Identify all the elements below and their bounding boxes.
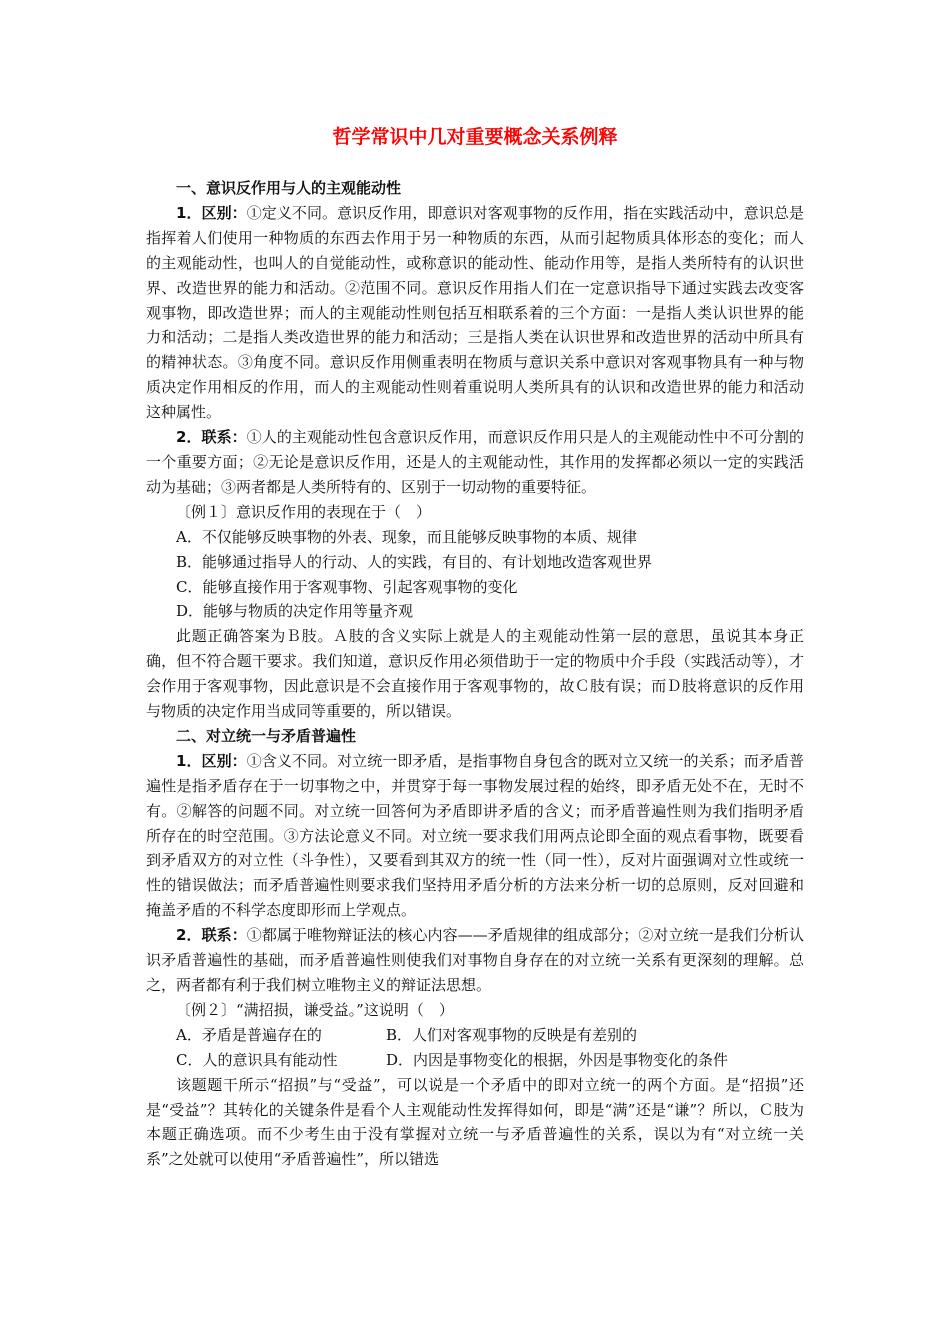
difference-label: 1．区别： xyxy=(176,751,247,770)
example-1-option-b: B．能够通过指导人的行动、人的实践，有目的、有计划地改造客观世界 xyxy=(176,552,653,571)
example-2-options-row-2 xyxy=(146,1048,804,1073)
example-2-option-c: C．人的意识具有能动性 xyxy=(176,1050,338,1069)
example-1-question: 〔例１〕意识反作用的表现在于（ ） xyxy=(176,502,432,521)
connection-text: ①人的主观能动性包含意识反作用，而意识反作用只是人的主观能动性中不可分割的一个重要方面；②无论是意识反作用，还是人的主观能动性，其作用的发挥都必须以一定的实践活动为基础；③两者都是人类所特有的、区别于一切动物的重要特征。 xyxy=(146,428,804,496)
section-1-difference xyxy=(146,201,804,425)
document-title: 哲学常识中几对重要概念关系例释 xyxy=(332,126,618,148)
example-2-question: 〔例２〕“满招损，谦受益。”这说明（ ） xyxy=(176,1000,454,1019)
section-1-heading: 一、意识反作用与人的主观能动性 xyxy=(176,179,402,197)
example-1-option-d: D．能够与物质的决定作用等量齐观 xyxy=(176,602,414,621)
document-page xyxy=(146,122,804,1172)
example-2-options-row-1 xyxy=(146,1023,804,1048)
section-2-connection xyxy=(146,923,804,998)
example-2-option-d: D．内因是事物变化的根据，外因是事物变化的条件 xyxy=(386,1050,729,1069)
example-1-option-a: A．不仅能够反映事物的外表、现象，而且能够反映事物的本质、规律 xyxy=(176,527,637,546)
difference-label: 1．区别： xyxy=(176,203,247,222)
connection-label: 2．联系： xyxy=(176,428,247,447)
example-1-option-c: C．能够直接作用于客观事物、引起客观事物的变化 xyxy=(176,577,518,596)
section-2-difference xyxy=(146,749,804,923)
section-1-connection xyxy=(146,425,804,500)
example-1-analysis: 此题正确答案为Ｂ肢。Ａ肢的含义实际上就是人的主观能动性第一层的意思，虽说其本身正确，但不符合题干要求。我们知道，意识反作用必须借助于一定的物质中介手段（实践活动等），才会作用于客观事物，因此意识是不会直接作用于客观事物的，故Ｃ肢有误；而Ｄ肢将意识的反作用与物质的决定作用当成同等重要的，所以错误。 xyxy=(146,627,804,721)
example-2-option-b: B．人们对客观事物的反映是有差别的 xyxy=(386,1025,638,1044)
example-2-option-a: A．矛盾是普遍存在的 xyxy=(176,1025,322,1044)
section-1 xyxy=(146,176,804,724)
connection-label: 2．联系： xyxy=(176,926,247,945)
example-2-analysis: 该题题干所示“招损”与“受益”，可以说是一个矛盾中的即对立统一的两个方面。是“招损”还是“受益”？其转化的关键条件是看个人主观能动性发挥得如何，即是“满”还是“谦”？所以，Ｃ肢为本题正确选项。而不少考生由于没有掌握对立统一与矛盾普遍性的关系，误以为有“对立统一关系”之处就可以使用“矛盾普遍性”，所以错选 xyxy=(146,1075,804,1169)
difference-text: ①含义不同。对立统一即矛盾，是指事物自身包含的既对立又统一的关系；而矛盾普遍性是指矛盾存在于一切事物之中，并贯穿于每一事物发展过程的始终，即矛盾无处不在，无时不有。②解答的问题不同。对立统一回答何为矛盾即讲矛盾的含义；而矛盾普遍性则为我们指明矛盾所存在的时空范围。③方法论意义不同。对立统一要求我们用两点论即全面的观点看事物，既要看到矛盾双方的对立性（斗争性），又要看到其双方的统一性（同一性），反对片面强调对立性或统一性的错误做法；而矛盾普遍性则要求我们坚持用矛盾分析的方法来分析一切的总原则，反对回避和掩盖矛盾的不科学态度即形而上学观点。 xyxy=(146,751,804,920)
connection-text: ①都属于唯物辩证法的核心内容——矛盾规律的组成部分；②对立统一是我们分析认识矛盾普遍性的基础，而矛盾普遍性则使我们对事物自身存在的对立统一关系有更深刻的理解。总之，两者都有利于我们树立唯物主义的辩证法思想。 xyxy=(146,926,804,994)
section-2 xyxy=(146,724,804,1172)
difference-text: ①定义不同。意识反作用，即意识对客观事物的反作用，指在实践活动中，意识总是指挥着人们使用一种物质的东西去作用于另一种物质的东西，从而引起物质具体形态的变化；而人的主观能动性，也叫人的自觉能动性，或称意识的能动性、能动作用等，是指人类所特有的认识世界、改造世界的能力和活动。②范围不同。意识反作用指人们在一定意识指导下通过实践去改变客观事物，即改造世界；而人的主观能动性则包括互相联系着的三个方面：一是指人类认识世界的能力和活动；二是指人类改造世界的能力和活动；三是指人类在认识世界和改造世界的活动中所具有的精神状态。③角度不同。意识反作用侧重表明在物质与意识关系中意识对客观事物具有一种与物质决定作用相反的作用，而人的主观能动性则着重说明人类所具有的认识和改造世界的能力和活动这种属性。 xyxy=(146,203,804,422)
section-2-heading: 二、对立统一与矛盾普遍性 xyxy=(176,726,357,745)
